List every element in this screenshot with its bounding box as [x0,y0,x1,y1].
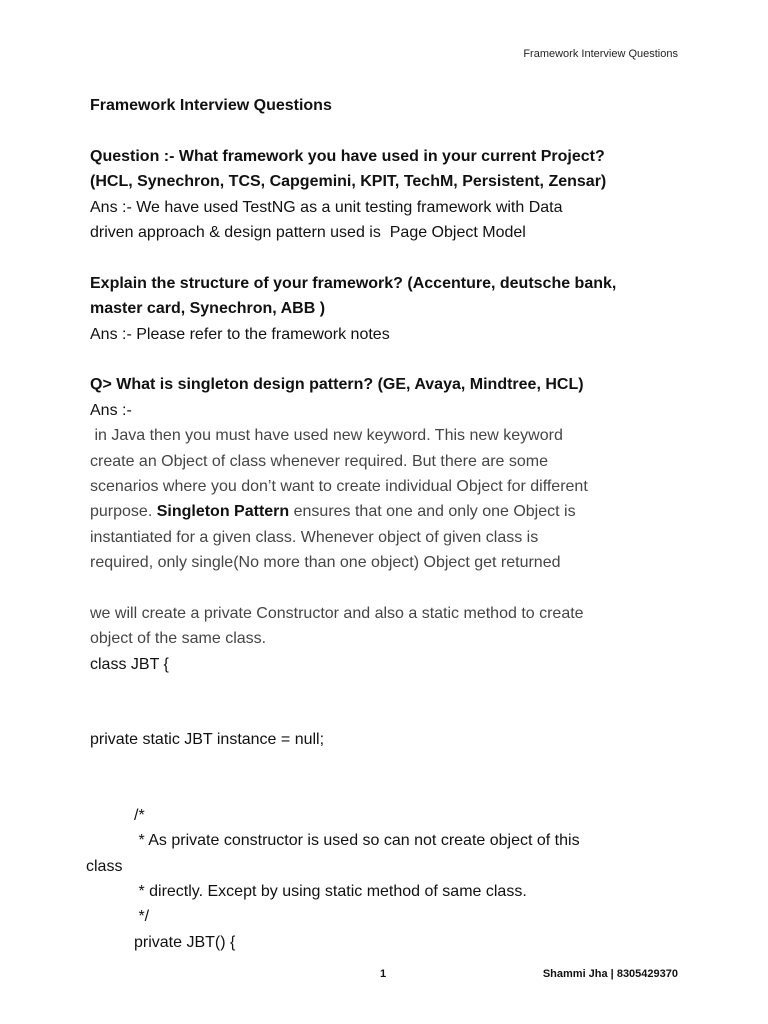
question-1-line-1: Question :- What framework you have used in your current Project? [90,147,605,165]
document-body [86,93,690,955]
answer-3-para-line-2: create an Object of class whenever required. But there are some [90,452,549,470]
code-comment-open: /* [134,806,145,824]
code-comment-wrap: class [86,857,123,875]
answer-3-para-line-6: required, only single(No more than one object) Object get returned [90,554,561,572]
footer-author: Shammi Jha | 8305429370 [542,968,678,980]
page-number: 1 [380,968,387,980]
answer-2-line-1: Ans :- Please refer to the framework notes [90,325,390,343]
answer-3-para-line-4 [90,499,690,524]
code-comment-line-1: * As private constructor is used so can not create object of this [134,832,580,850]
answer-3-para2-line-1: we will create a private Constructor and also a static method to create [90,605,584,623]
singleton-pattern-term: Singleton Pattern [156,503,290,521]
answer-1-line-2: driven approach & design pattern used is Page Object Model [90,224,526,242]
answer-3-para-line-3: scenarios where you don’t want to create individual Object for different [90,478,588,496]
document-title: Framework Interview Questions [90,97,332,114]
question-3-line-1: Q> What is singleton design pattern? (GE, Avaya, Mindtree, HCL) [90,376,584,394]
question-2-line-2: master card, Synechron, ABB ) [90,300,326,318]
code-line-constructor: private JBT() { [134,933,236,951]
running-header: Framework Interview Questions [523,48,678,60]
para-line-4-pre: purpose. [90,503,157,521]
question-1-line-2: (HCL, Synechron, TCS, Capgemini, KPIT, TechM, Persistent, Zensar) [90,173,607,191]
code-comment-line-2: * directly. Except by using static method of same class. [134,882,527,900]
answer-3-para-line-5: instantiated for a given class. Whenever object of given class is [90,528,539,546]
answer-1-line-1: Ans :- We have used TestNG as a unit testing framework with Data [90,198,563,216]
code-comment-close: */ [134,908,150,926]
answer-3-para-line-1: in Java then you must have used new keyword. This new keyword [90,427,563,445]
answer-3-label: Ans :- [90,401,132,419]
para-line-4-post: ensures that one and only one Object is [289,503,576,521]
code-line-instance: private static JBT instance = null; [90,731,325,749]
answer-3-para2-line-2: object of the same class. [90,630,267,648]
code-line-class: class JBT { [90,655,169,673]
question-2-line-1: Explain the structure of your framework? (Accenture, deutsche bank, [90,274,617,292]
